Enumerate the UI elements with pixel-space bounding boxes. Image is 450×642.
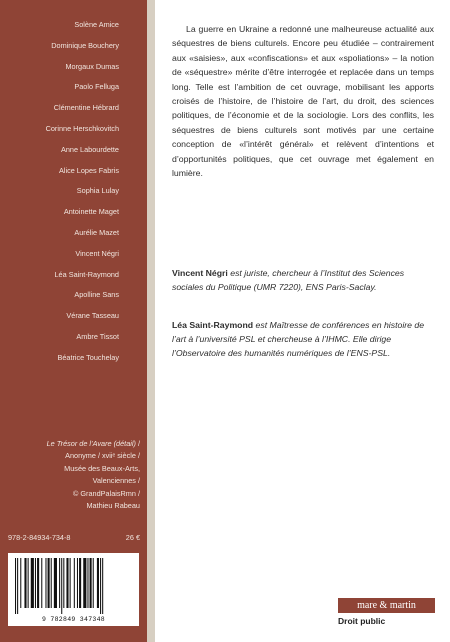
publisher-logo bbox=[338, 598, 435, 626]
author-name: Sophia Lulay bbox=[76, 186, 119, 196]
bio-text: est juriste, chercheur à l’Institut des Sciences sociales du Politique (UMR 7220), ENS Paris-Saclay. bbox=[172, 268, 405, 293]
summary-paragraph: La guerre en Ukraine a redonné une malheureuse actualité aux séquestres de biens culturels. Encore peu étudiée – contrairement aux «saisies», aux «confiscations» et aux «spoliations» – la notion de «séquestre» mérite d’être interrogée et replacée dans un temps long. Telle est l’ambition de cet ouvrage, mobilisant les apports croisés de l’histoire, de l’histoire de l’art, du droit, des sciences politiques, de l’économie et de la sociologie. Lors des conflits, les séquestres de biens culturels sont motivés par une certaine conception de «l’intérêt général» et relèvent d’intentions et d’opportunités politiques, que cet ouvrage met également en lumière. bbox=[172, 24, 434, 179]
author-sidebar bbox=[0, 0, 147, 642]
barcode-bar bbox=[79, 558, 81, 608]
author-name: Corinne Herschkovitch bbox=[45, 123, 119, 133]
author-name: Anne Labourdette bbox=[60, 144, 119, 154]
credit-title: Le Trésor de l’Avare (détail) bbox=[46, 439, 136, 448]
author-name: Morgaux Dumas bbox=[65, 61, 119, 71]
collection-name: Droit public bbox=[338, 616, 386, 626]
credit-line: © GrandPalaisRmn / bbox=[72, 488, 140, 498]
barcode-bar bbox=[31, 558, 34, 608]
barcode-bar bbox=[45, 558, 46, 608]
isbn: 978-2-84934-734-8 bbox=[8, 533, 71, 542]
author-bio bbox=[172, 318, 434, 361]
barcode-bar bbox=[59, 558, 60, 608]
barcode bbox=[8, 553, 139, 626]
isbn-price-row bbox=[8, 533, 140, 542]
barcode-bar bbox=[63, 558, 64, 608]
barcode-bar bbox=[41, 558, 42, 608]
barcode-bar bbox=[83, 558, 86, 608]
barcode-bar bbox=[20, 558, 21, 608]
barcode-bar bbox=[100, 558, 101, 614]
barcode-bar bbox=[54, 558, 57, 608]
barcode-bar bbox=[61, 558, 62, 614]
barcode-bar bbox=[37, 558, 39, 608]
author-name: Paolo Felluga bbox=[74, 82, 119, 92]
bio-text: est Maîtresse de conférences en histoire de l’art à l’université PSL et chercheuse à l’IHMC. Elle dirige l’Observatoire des humanités numériques de l’ENS-PSL. bbox=[172, 320, 425, 359]
barcode-bar bbox=[97, 558, 99, 608]
publisher-name: mare & martin bbox=[338, 598, 435, 613]
author-name: Vérane Tasseau bbox=[66, 311, 119, 321]
barcode-bar bbox=[87, 558, 88, 608]
price: 26 € bbox=[125, 533, 140, 542]
author-name: Alice Lopes Fabris bbox=[58, 165, 119, 175]
bio-name: Vincent Négri bbox=[172, 268, 228, 278]
barcode-bar bbox=[74, 558, 75, 608]
barcode-bar bbox=[28, 558, 29, 608]
author-name: Solène Amice bbox=[74, 20, 119, 29]
barcode-bar bbox=[66, 558, 68, 608]
barcode-bar bbox=[15, 558, 16, 614]
credit-line: Anonyme / xviiᵉ siècle / bbox=[65, 451, 140, 461]
barcode-bar bbox=[51, 558, 52, 608]
barcode-bar bbox=[90, 558, 92, 608]
credit-line: Mathieu Rabeau bbox=[86, 501, 140, 511]
barcode-digits: 9 782849 347348 bbox=[41, 616, 105, 623]
barcode-bar bbox=[35, 558, 36, 608]
author-name: Béatrice Touchelay bbox=[57, 352, 119, 362]
author-name: Vincent Négri bbox=[75, 248, 119, 258]
author-list bbox=[46, 15, 119, 369]
image-credit: Le Trésor de l’Avare (détail) / Anonyme / xviiᵉ siècle / Musée des Beaux-Arts, Valenciennes / © GrandPalaisRmn / Mathieu Rabeau bbox=[8, 438, 140, 512]
author-name: Aurélie Mazet bbox=[74, 227, 119, 237]
author-name: Antoinette Maget bbox=[63, 207, 119, 217]
sidebar-divider bbox=[147, 0, 155, 642]
barcode-bar bbox=[102, 558, 103, 614]
credit-line: Musée des Beaux-Arts, bbox=[64, 463, 140, 473]
barcode-bar bbox=[24, 558, 26, 608]
author-bio bbox=[172, 266, 434, 294]
barcode-bar bbox=[70, 558, 71, 608]
author-name: Apolline Sans bbox=[74, 290, 119, 300]
barcode-bar bbox=[77, 558, 78, 608]
author-name: Ambre Tissot bbox=[76, 331, 119, 341]
credit-line: Valenciennes / bbox=[92, 476, 140, 486]
barcode-bar bbox=[93, 558, 94, 608]
author-name: Léa Saint-Raymond bbox=[54, 269, 119, 279]
bio-name: Léa Saint-Raymond bbox=[172, 320, 254, 330]
barcode-bar bbox=[17, 558, 18, 614]
author-name: Dominique Bouchery bbox=[51, 40, 119, 50]
barcode-bar bbox=[48, 558, 50, 608]
barcode-bars bbox=[13, 558, 134, 614]
author-name: Clémentine Hébrard bbox=[53, 103, 119, 113]
